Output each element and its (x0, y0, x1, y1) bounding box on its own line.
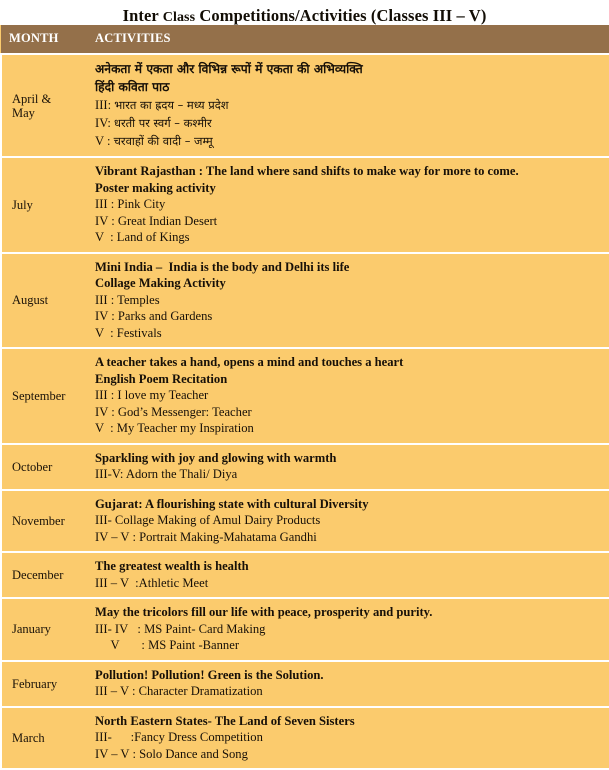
month-label: May (12, 105, 35, 120)
activity-item: III-V: Adorn the Thali/ Diya (95, 467, 238, 481)
activity-theme: Pollution! Pollution! Green is the Solution. (95, 667, 324, 682)
page-title-part-3: Competitions/Activities (Classes III – V) (195, 6, 487, 25)
activity-theme: अनेकता में एकता और विभिन्न रूपों में एकता की अभिव्यक्ति (95, 62, 363, 76)
table-header (1, 25, 609, 54)
month-cell (1, 661, 87, 707)
month-label: March (12, 730, 45, 745)
month-label: November (12, 513, 65, 528)
activity-item: Collage Making Activity (95, 276, 226, 290)
table-row (1, 552, 609, 598)
activity-item (95, 96, 605, 114)
month-label: October (12, 459, 53, 474)
activity-class-prefix: III: (95, 98, 115, 112)
activity-class-prefix: V : (95, 134, 114, 148)
month-cell (1, 444, 87, 490)
month-label: July (12, 197, 33, 212)
month-label: August (12, 293, 49, 308)
activity-item: III- :Fancy Dress Competition (95, 730, 263, 744)
table-row (1, 598, 609, 661)
column-header-month: MONTH (1, 25, 87, 54)
activity-text: भारत का ह्रदय – मध्य प्रदेश (114, 98, 229, 112)
activity-item: Poster making activity (95, 180, 216, 195)
activities-cell (87, 598, 609, 661)
activity-item: III : Pink City (95, 197, 166, 211)
activities-cell (87, 348, 609, 444)
activity-item: IV : Great Indian Desert (95, 213, 218, 228)
activity-item: English Poem Recitation (95, 371, 228, 386)
activity-item: III – V : Character Dramatization (95, 684, 263, 698)
month-cell (1, 707, 87, 770)
activity-theme: The greatest wealth is health (95, 559, 249, 573)
activity-theme: A teacher takes a hand, opens a mind and touches a heart (95, 355, 404, 369)
page-title-part-1: Inter (122, 6, 163, 25)
table-row (1, 661, 609, 707)
activity-text: चरवाहों की वादी – जम्मू (113, 134, 213, 148)
table-row (1, 253, 609, 349)
table-row (1, 348, 609, 444)
activity-item: IV : Parks and Gardens (95, 309, 213, 323)
activities-cell (87, 157, 609, 253)
activities-cell (87, 552, 609, 598)
activity-item (95, 132, 605, 150)
table-body (1, 54, 609, 769)
page-title (0, 0, 609, 25)
activity-item: IV : God’s Messenger: Teacher (95, 404, 252, 419)
activity-item: III- Collage Making of Amul Dairy Products (95, 513, 321, 527)
month-cell (1, 157, 87, 253)
activities-cell (87, 707, 609, 770)
activity-item: हिंदी कविता पाठ (95, 80, 170, 94)
activity-item: IV – V : Solo Dance and Song (95, 746, 248, 761)
activity-theme: Vibrant Rajasthan : The land where sand shifts to make way for more to come. (95, 164, 519, 178)
activity-item (95, 114, 605, 132)
activities-table (0, 25, 609, 770)
table-row (1, 54, 609, 157)
activity-item: IV – V : Portrait Making-Mahatama Gandhi (95, 529, 317, 544)
activities-cell (87, 253, 609, 349)
activity-class-prefix: IV: (95, 116, 115, 130)
month-label: September (12, 388, 66, 403)
activity-item: III – V :Athletic Meet (95, 575, 209, 590)
activity-text: धरती पर स्वर्ग – कश्मीर (114, 116, 212, 130)
activity-theme: May the tricolors fill our life with peace, prosperity and purity. (95, 605, 433, 619)
activity-item: V : My Teacher my Inspiration (95, 421, 254, 435)
page-title-part-2: Class (162, 10, 196, 25)
month-label: January (12, 622, 51, 637)
table-row (1, 707, 609, 770)
activities-cell (87, 54, 609, 157)
activity-item: III- IV : MS Paint- Card Making (95, 621, 266, 636)
activity-theme: Sparkling with joy and glowing with warmth (95, 450, 337, 465)
month-label: February (12, 676, 58, 691)
column-header-activities: ACTIVITIES (87, 25, 609, 54)
month-cell (1, 490, 87, 553)
activity-item: V : Festivals (95, 325, 162, 340)
month-label: April & (12, 91, 52, 106)
month-cell (1, 54, 87, 157)
activity-item: III : I love my Teacher (95, 388, 209, 402)
activities-cell (87, 444, 609, 490)
table-row (1, 490, 609, 553)
activity-theme: North Eastern States- The Land of Seven Sisters (95, 713, 355, 728)
month-label: December (12, 568, 64, 582)
month-cell (1, 348, 87, 444)
activities-cell (87, 661, 609, 707)
activity-item: V : Land of Kings (95, 230, 190, 244)
activities-cell (87, 490, 609, 553)
activity-item: V : MS Paint -Banner (95, 638, 240, 652)
activity-theme: Gujarat: A flourishing state with cultural Diversity (95, 496, 369, 511)
table-header-row (1, 25, 609, 54)
month-cell (1, 253, 87, 349)
table-row (1, 444, 609, 490)
month-cell (1, 552, 87, 598)
activity-theme: Mini India – India is the body and Delhi its life (95, 259, 350, 274)
activity-item: III : Temples (95, 292, 160, 307)
month-cell (1, 598, 87, 661)
table-row (1, 157, 609, 253)
